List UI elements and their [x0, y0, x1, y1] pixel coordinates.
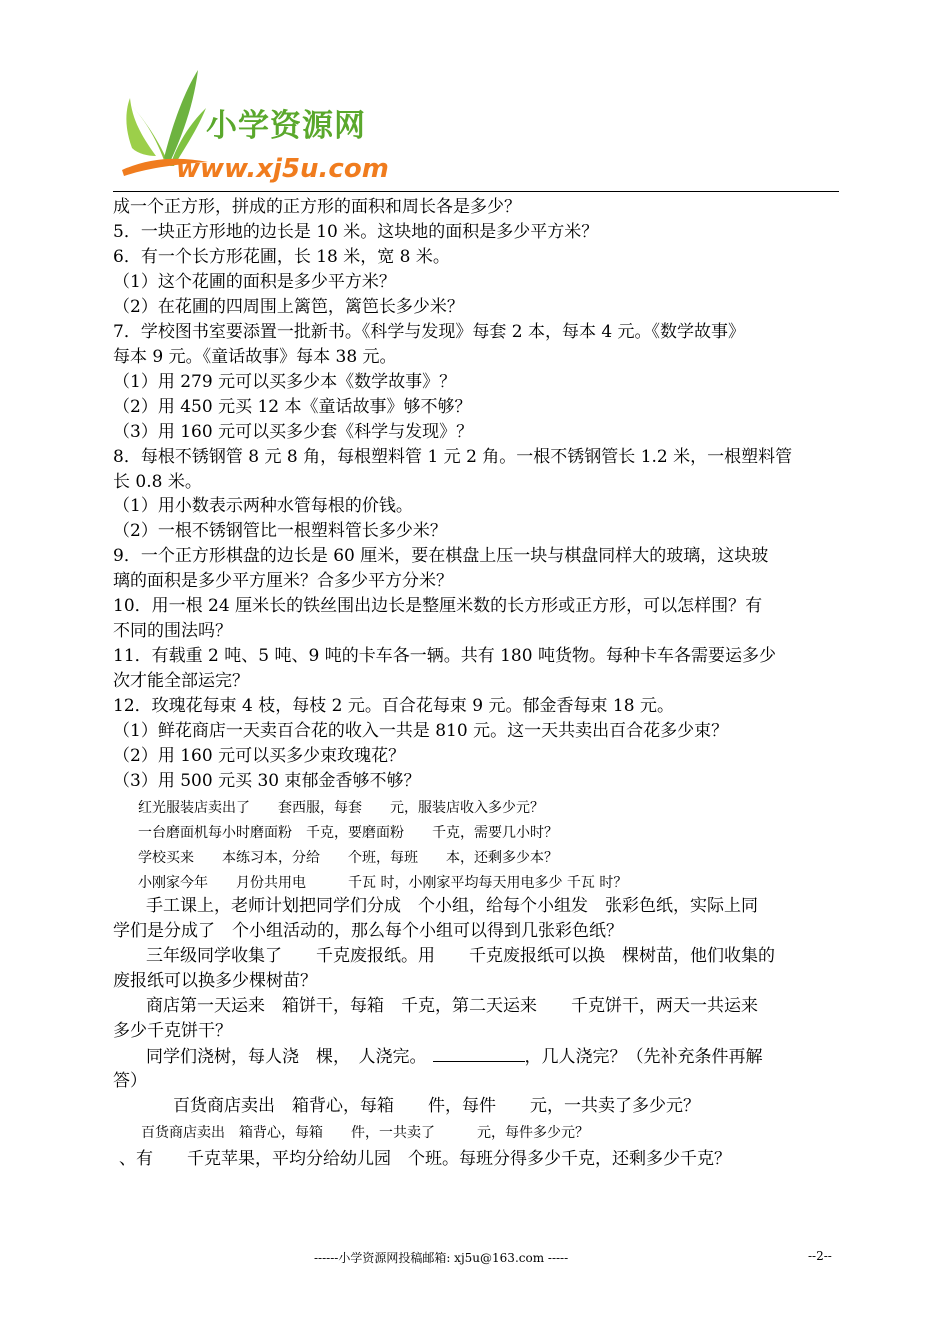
text-line: 学们是分成了 个小组活动的，那么每个小组可以得到几张彩色纸？ — [113, 921, 623, 941]
text-line: 、有 千克苹果，平均分给幼儿园 个班。每班分得多少千克，还剩多少千克？ — [119, 1149, 731, 1169]
text-line: 11．有载重 2 吨、5 吨、9 吨的卡车各一辆。共有 180 吨货物。每种卡车各需要运多少 — [113, 646, 776, 666]
answer-blank[interactable] — [433, 1045, 525, 1062]
text-line: 12．玫瑰花每束 4 枝，每枝 2 元。百合花每束 9 元。郁金香每束 18 元。 — [113, 696, 674, 716]
page-number: --2-- — [808, 1249, 832, 1263]
text-line: （2）在花圃的四周围上篱笆，篱笆长多少米？ — [113, 297, 464, 317]
text-line: 长 0.8 米。 — [113, 472, 202, 492]
text-line: （1）鲜花商店一天卖百合花的收入一共是 810 元。这一天共卖出百合花多少束？ — [113, 721, 729, 741]
footer-text: ------小学资源网投稿邮箱: xj5u@163.com ----- — [314, 1251, 569, 1265]
text-line — [146, 1045, 763, 1068]
text-line: 商店第一天运来 箱饼干，每箱 千克，第二天运来 千克饼干，两天一共运来 — [146, 996, 758, 1016]
text-line: 次才能全部运完？ — [113, 671, 249, 691]
text-line: 9．一个正方形棋盘的边长是 60 厘米，要在棋盘上压一块与棋盘同样大的玻璃，这块玻 — [113, 546, 769, 566]
text-line: 7．学校图书室要添置一批新书。《科学与发现》每套 2 本，每本 4 元。《数学故事》 — [113, 322, 746, 342]
site-logo — [118, 62, 389, 188]
text-line: （1）用小数表示两种水管每根的价钱。 — [113, 496, 413, 516]
text-line: 答） — [113, 1071, 147, 1091]
text-line: 8．每根不锈钢管 8 元 8 角，每根塑料管 1 元 2 角。一根不锈钢管长 1.2 米，一根塑料管 — [113, 447, 793, 467]
text-line: 不同的围法吗？ — [113, 621, 232, 641]
text-line: 废报纸可以换多少棵树苗？ — [113, 971, 317, 991]
text-line: （3）用 160 元可以买多少套《科学与发现》？ — [113, 422, 474, 442]
text-line: 10．用一根 24 厘米长的铁丝围出边长是整厘米数的长方形或正方形，可以怎样围？有 — [113, 596, 763, 616]
text-line: 6．有一个长方形花圃，长 18 米，宽 8 米。 — [113, 247, 450, 267]
text-line: （2）用 450 元买 12 本《童话故事》够不够？ — [113, 397, 472, 417]
text-line: 一台磨面机每小时磨面粉 千克，要磨面粉 千克，需要几小时？ — [138, 825, 558, 841]
logo-title: 小学资源网 — [206, 108, 366, 144]
text-line: （1）用 279 元可以买多少本《数学故事》？ — [113, 372, 457, 392]
text-line: 三年级同学收集了 千克废报纸。用 千克废报纸可以换 棵树苗，他们收集的 — [146, 946, 775, 966]
text-segment: ，几人浇完？（先补充条件再解 — [524, 1047, 763, 1067]
text-line: 每本 9 元。《童话故事》每本 38 元。 — [113, 347, 397, 367]
text-segment: 同学们浇树，每人浇 棵， 人浇完。 — [146, 1047, 427, 1067]
logo-url: www.xj5u.com — [176, 154, 389, 184]
text-line: 百货商店卖出 箱背心，每箱 件，一共卖了 元，每件多少元？ — [141, 1125, 589, 1141]
text-line: 手工课上，老师计划把同学们分成 个小组，给每个小组发 张彩色纸，实际上同 — [146, 896, 758, 916]
text-line: 小刚家今年 月份共用电 千瓦 时，小刚家平均每天用电多少 千瓦 时？ — [138, 875, 628, 891]
text-line: （1）这个花圃的面积是多少平方米？ — [113, 272, 396, 292]
text-line: 5．一块正方形地的边长是 10 米。这块地的面积是多少平方米？ — [113, 222, 599, 242]
text-line: （3）用 500 元买 30 束郁金香够不够？ — [113, 771, 421, 791]
text-line: 红光服装店卖出了 套西服，每套 元，服装店收入多少元？ — [138, 800, 544, 816]
header-rule — [113, 191, 839, 192]
text-line: 成一个正方形，拼成的正方形的面积和周长各是多少？ — [113, 197, 521, 217]
text-line: （2）一根不锈钢管比一根塑料管长多少米？ — [113, 521, 447, 541]
text-line: 百货商店卖出 箱背心，每箱 件，每件 元，一共卖了多少元？ — [173, 1096, 700, 1116]
text-line: 多少千克饼干？ — [113, 1021, 232, 1041]
text-line: 璃的面积是多少平方厘米？合多少平方分米？ — [113, 571, 453, 591]
text-line: （2）用 160 元可以买多少束玫瑰花？ — [113, 746, 406, 766]
text-line: 学校买来 本练习本，分给 个班，每班 本，还剩多少本？ — [138, 850, 558, 866]
